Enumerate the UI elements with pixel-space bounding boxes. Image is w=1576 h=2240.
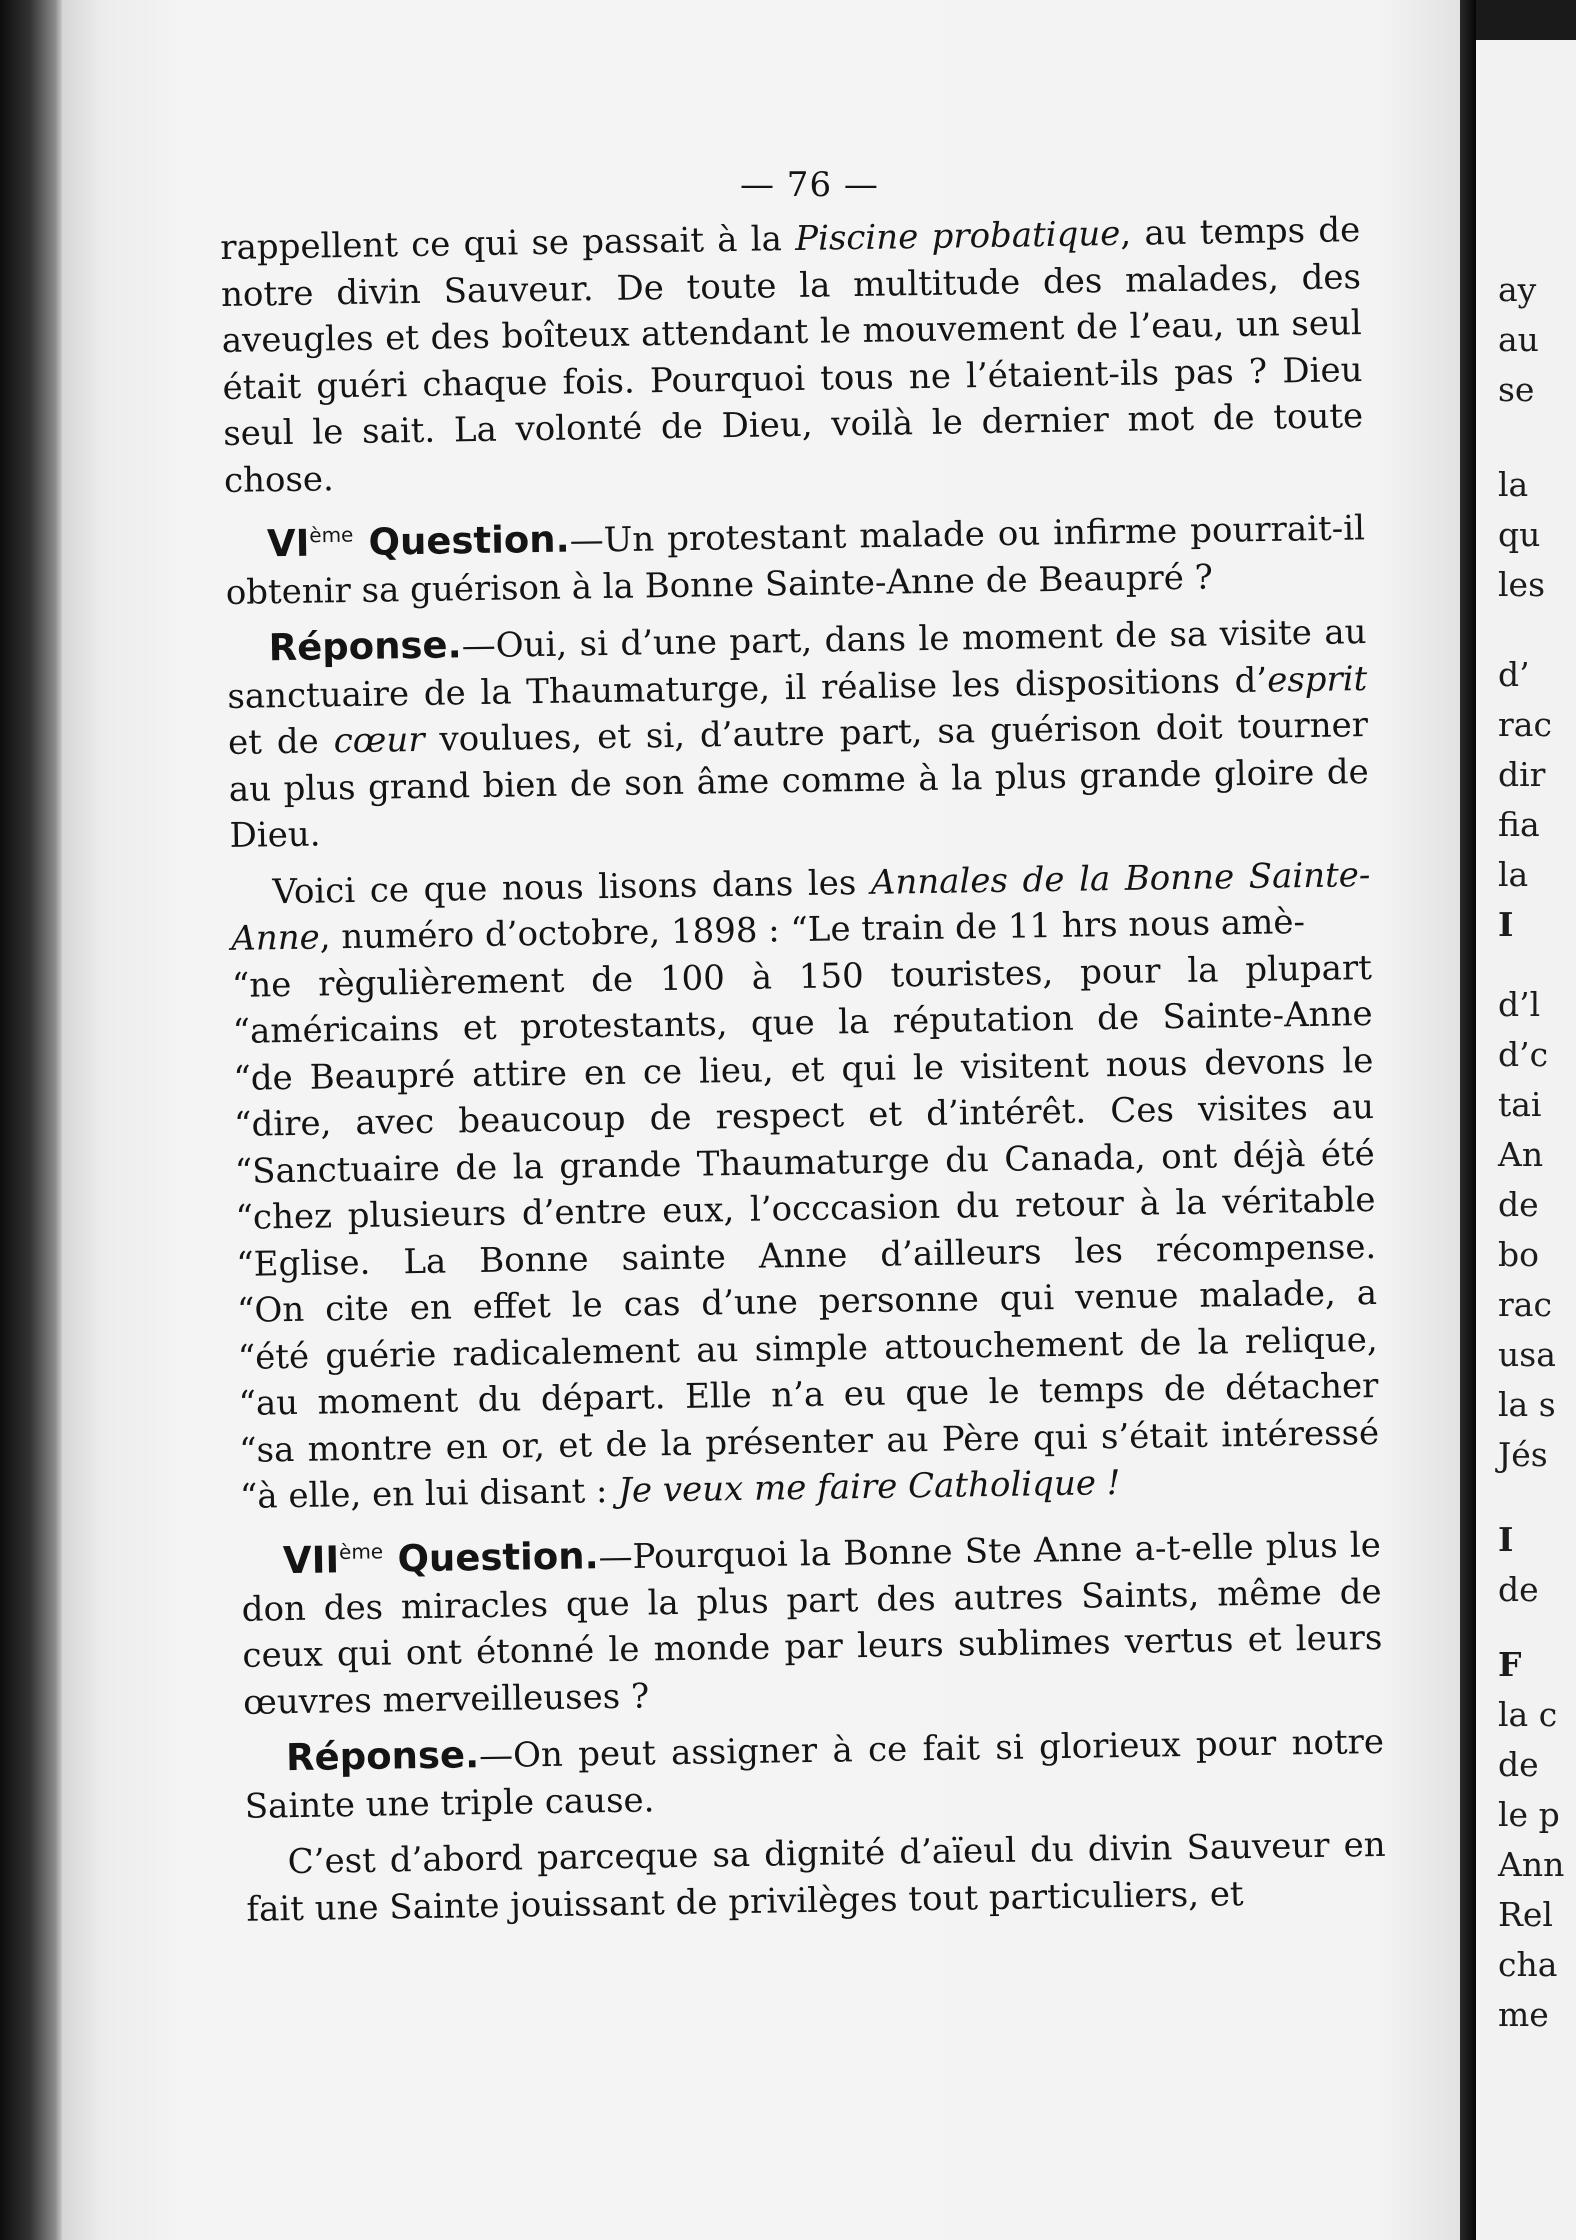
- question-number: VII: [282, 1538, 340, 1583]
- facing-page-text: usa: [1498, 1335, 1556, 1374]
- facing-page-text: Jés: [1498, 1435, 1548, 1474]
- facing-page-text: d’l: [1498, 985, 1541, 1024]
- ordinal-suffix: ème: [338, 1539, 384, 1565]
- facing-page-fragment: [1476, 40, 1576, 2240]
- facing-page-text: la c: [1498, 1695, 1558, 1734]
- facing-page-text: cha: [1498, 1945, 1558, 1984]
- facing-page-text: Ann: [1498, 1845, 1565, 1884]
- text-run: , au temps de notre divin Sauveur. De toute la multitude des malades, des aveugles et des boîteux attendant le mouvement de l’eau, un seul était guéri chaque fois. Pourquoi tous ne l’étaient-ils pas ? Dieu seul le sait. La volonté de Dieu, voilà le dernier mot de toute chose.: [220, 210, 1364, 501]
- answer-paragraph: [226, 608, 1370, 859]
- facing-page-text: de: [1498, 1185, 1539, 1224]
- facing-page-text: rac: [1498, 1285, 1552, 1324]
- facing-page-text: la s: [1498, 1385, 1556, 1424]
- facing-page-text: se: [1498, 370, 1535, 409]
- facing-page-text: qu: [1498, 515, 1541, 554]
- text-run: C’est d’abord parceque sa dignité d’aïeul du divin Sauveur en fait une Sainte jouissant de privilèges tout particuliers, et: [246, 1825, 1386, 1930]
- facing-page-text: An: [1498, 1135, 1544, 1174]
- quotation-block: [232, 945, 1381, 1521]
- quotation-line: “de Beaupré attire en ce lieu, et qui le visitent nous devons le: [233, 1040, 1374, 1099]
- question-label: Question.: [353, 517, 570, 565]
- text-run: Voici ce que nous lisons dans les: [272, 862, 872, 913]
- page-number: — 76 —: [740, 165, 879, 205]
- italic-text: Je veux me faire Catholique !: [617, 1463, 1121, 1512]
- page-text: [220, 207, 1387, 1933]
- book-edge-left: [0, 0, 62, 2240]
- italic-text: Annales de la Bonne Sainte-Anne: [230, 854, 1371, 960]
- quotation-line: “ne règulièrement de 100 à 150 touristes, pour la plupart: [231, 947, 1373, 1006]
- quotation-line: “Eglise. La Bonne sainte Anne d’ailleurs les récompense.: [236, 1226, 1377, 1285]
- facing-page-text: de: [1498, 1570, 1539, 1609]
- facing-page-text: I: [1498, 905, 1514, 944]
- answer-heading: Réponse.: [268, 623, 462, 670]
- question-heading: [267, 518, 570, 566]
- text-run: rappellent ce qui se passait à la: [220, 218, 796, 268]
- facing-page-text: fia: [1498, 805, 1540, 844]
- facing-page-text: bo: [1498, 1235, 1539, 1274]
- facing-page-text: la: [1498, 855, 1529, 894]
- quotation-line: “dire, avec beaucoup de respect et d’intérêt. Ces visites au: [233, 1087, 1375, 1146]
- book-gutter: [1460, 0, 1476, 2240]
- text-run: —Un protestant malade ou infirme pourrait-il obtenir sa guérison à la Bonne Sainte-Anne de Beaupré ?: [225, 508, 1366, 613]
- answer-paragraph: [244, 1718, 1385, 1830]
- quotation-line: “Sanctuaire de la grande Thaumaturge du Canada, ont déjà été: [234, 1133, 1376, 1192]
- quotation-line: “sa montre en or, et de la présenter au Père qui s’était intéressé: [238, 1412, 1380, 1471]
- text-run: voulues, et si, d’autre part, sa guérison doit tourner au plus grand bien de son âme comme à la plus grande gloire de Dieu.: [228, 705, 1370, 857]
- facing-page-text: tai: [1498, 1085, 1542, 1124]
- text-run: —Oui, si d’une part, dans le moment de sa visite au sanctuaire de la Thaumaturge, il réalise les dispositions d’: [227, 612, 1367, 717]
- text-run: “à elle, en lui disant :: [239, 1471, 619, 1518]
- facing-page-text: la: [1498, 465, 1529, 504]
- facing-page-text: au: [1498, 320, 1539, 359]
- facing-page-text: I: [1498, 1520, 1514, 1559]
- facing-page-text: Rel: [1498, 1895, 1553, 1934]
- facing-page-text: les: [1498, 565, 1546, 604]
- facing-page-text: rac: [1498, 705, 1552, 744]
- quotation-line: “au moment du départ. Elle n’a eu que le temps de détacher: [238, 1366, 1379, 1425]
- facing-page-text: d’: [1498, 655, 1530, 694]
- facing-page-text: ay: [1498, 270, 1537, 309]
- italic-text: cœur: [333, 720, 425, 762]
- facing-page-text: d’c: [1498, 1035, 1549, 1074]
- quotation-line: “On cite en effet le cas d’une personne qui venue malade, a: [236, 1273, 1378, 1332]
- facing-page-text: F: [1498, 1645, 1522, 1684]
- facing-page-text: me: [1498, 1995, 1549, 2034]
- quotation-line: “américains et protestants, que la réputation de Sainte-Anne: [232, 994, 1373, 1053]
- text-run: , numéro d’octobre, 1898 : “Le train de 11 hrs nous amè-: [319, 902, 1306, 958]
- text-run: et de: [227, 721, 335, 764]
- body-paragraph: [220, 207, 1364, 504]
- text-run: —On peut assigner à ce fait si glorieux pour notre Sainte une triple cause.: [244, 1722, 1385, 1827]
- facing-page-text: dir: [1498, 755, 1546, 794]
- question-heading: [283, 1534, 599, 1582]
- quotation-line: “chez plusieurs d’entre eux, l’occcasion du retour à la véritable: [235, 1180, 1376, 1239]
- quotation-line: “été guérie radicalement au simple attouchement de la relique,: [237, 1319, 1378, 1378]
- text-run: —Pourquoi la Bonne Ste Anne a-t-elle plus le don des miracles que la plus part des autres Saints, même de ceux qui ont étonné le monde par leurs sublimes vertus et leurs œuvres merveilleuses ?: [241, 1525, 1383, 1723]
- italic-text: esprit: [1266, 658, 1368, 701]
- body-paragraph: [245, 1822, 1386, 1933]
- body-paragraph: [230, 852, 1371, 963]
- ordinal-suffix: ème: [309, 522, 354, 548]
- question-number: VI: [266, 521, 310, 566]
- italic-text: Piscine probatique: [794, 213, 1121, 259]
- question-paragraph: [241, 1513, 1384, 1726]
- answer-heading: Réponse.: [285, 1733, 480, 1780]
- question-label: Question.: [382, 1534, 599, 1581]
- question-paragraph: [225, 496, 1366, 616]
- facing-page-text: de: [1498, 1745, 1539, 1784]
- facing-page-text: le p: [1498, 1795, 1560, 1834]
